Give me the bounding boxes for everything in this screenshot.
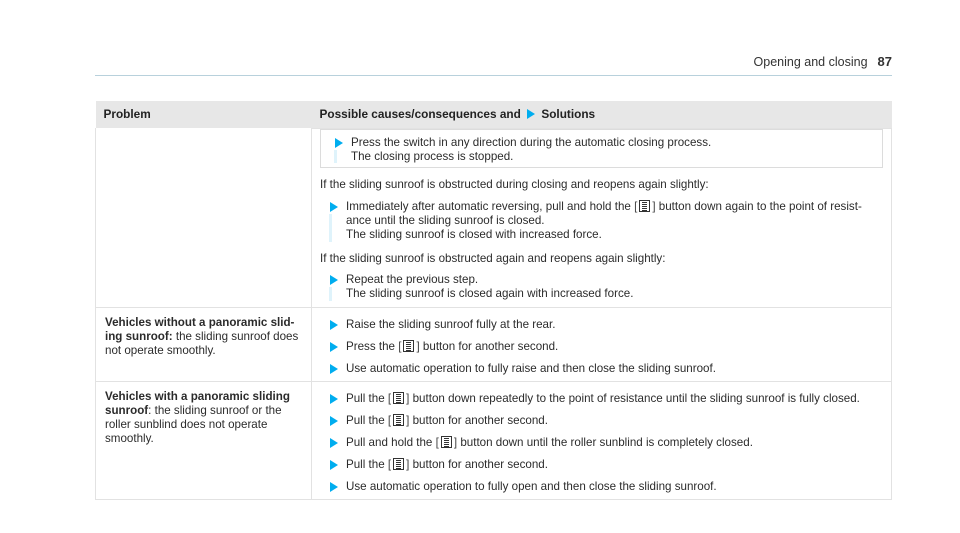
sunroof-switch-icon bbox=[393, 458, 404, 470]
page-header bbox=[95, 54, 892, 76]
solutions-cell bbox=[312, 307, 892, 381]
step-item: Pull and hold the [ ] button down until the roller sunblind is completely closed. bbox=[320, 436, 883, 450]
step-bar bbox=[334, 150, 337, 164]
problem-cell bbox=[96, 128, 312, 307]
arrow-right-icon bbox=[330, 482, 338, 492]
step-bar bbox=[329, 287, 332, 301]
sunroof-switch-icon bbox=[639, 200, 650, 212]
step-item: Pull the [ ] button for another second. bbox=[320, 458, 883, 472]
table-row bbox=[96, 307, 892, 381]
problem-header: Problem bbox=[96, 101, 312, 128]
table-row bbox=[96, 128, 892, 307]
solutions-cell bbox=[312, 382, 892, 500]
sunroof-switch-icon bbox=[441, 436, 452, 448]
step-item: Raise the sliding sunroof fully at the rear. bbox=[320, 318, 883, 332]
solutions-header: Possible causes/consequences and Solutions bbox=[312, 101, 892, 128]
step-item: Immediately after automatic reversing, pull and hold the [ ] button down again to the point of resist- ance until the sliding sunroof is closed. The sliding sunroof is closed with increased force. bbox=[320, 200, 883, 241]
step-bar bbox=[329, 214, 332, 241]
arrow-right-icon bbox=[330, 460, 338, 470]
continued-step-box bbox=[320, 129, 883, 169]
sunroof-switch-icon bbox=[393, 392, 404, 404]
page-number: 87 bbox=[877, 54, 892, 69]
solutions-cell bbox=[312, 128, 892, 307]
step-item: Use automatic operation to fully open and then close the sliding sunroof. bbox=[320, 480, 883, 494]
arrow-right-icon bbox=[527, 109, 535, 119]
step-item: Press the [ ] button for another second. bbox=[320, 340, 883, 354]
sunroof-switch-icon bbox=[393, 414, 404, 426]
arrow-right-icon bbox=[330, 416, 338, 426]
step-item: Pull the [ ] button down repeatedly to the point of resistance until the sliding sunroof is fully closed. bbox=[320, 392, 883, 406]
running-header bbox=[754, 54, 892, 69]
section-title: Opening and closing bbox=[753, 55, 868, 69]
step-item: Pull the [ ] button for another second. bbox=[320, 414, 883, 428]
condition-text: If the sliding sunroof is obstructed again and reopens again slightly: bbox=[320, 251, 666, 265]
arrow-right-icon bbox=[330, 202, 338, 212]
arrow-right-icon bbox=[330, 364, 338, 374]
arrow-right-icon bbox=[335, 138, 343, 148]
arrow-right-icon bbox=[330, 394, 338, 404]
problem-cell: Vehicles without a panoramic slid- ing sunroof: the sliding sunroof does not operate smoothly. bbox=[96, 307, 312, 381]
arrow-right-icon bbox=[330, 320, 338, 330]
troubleshooting-table bbox=[95, 101, 892, 500]
problem-cell: Vehicles with a panoramic sliding sunroof: the sliding sunroof or the roller sunblind does not operate smoothly. bbox=[96, 382, 312, 500]
table-row bbox=[96, 382, 892, 500]
step-item: Press the switch in any direction during the automatic closing process. The closing process is stopped. bbox=[325, 136, 874, 164]
sunroof-switch-icon bbox=[403, 340, 414, 352]
arrow-right-icon bbox=[330, 275, 338, 285]
arrow-right-icon bbox=[330, 342, 338, 352]
step-item: Use automatic operation to fully raise and then close the sliding sunroof. bbox=[320, 362, 883, 376]
condition-text: If the sliding sunroof is obstructed during closing and reopens again slightly: bbox=[320, 178, 709, 192]
step-item: Repeat the previous step. The sliding sunroof is closed again with increased force. bbox=[320, 273, 883, 301]
arrow-right-icon bbox=[330, 438, 338, 448]
table-header-row bbox=[96, 101, 892, 128]
